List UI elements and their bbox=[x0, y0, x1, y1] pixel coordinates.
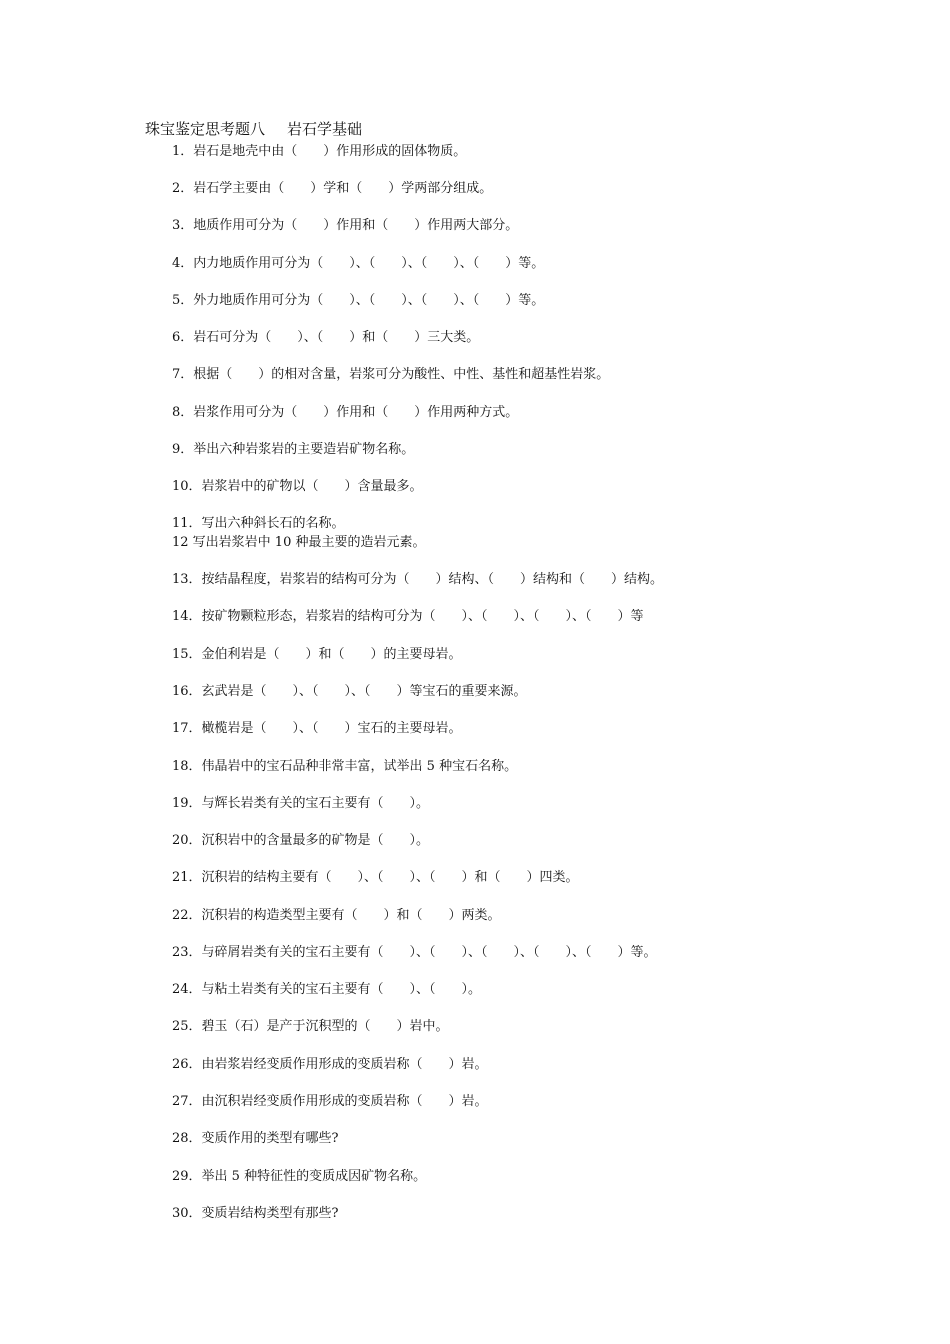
title-main: 珠宝鉴定思考题八 bbox=[145, 120, 266, 138]
document-title bbox=[145, 119, 362, 139]
question-1: 1．岩石是地壳中由（ ）作用形成的固体物质。 bbox=[172, 144, 467, 159]
question-22: 22．沉积岩的构造类型主要有（ ）和（ ）两类。 bbox=[172, 908, 501, 923]
question-16: 16．玄武岩是（ ）、（ ）、（ ）等宝石的重要来源。 bbox=[172, 684, 527, 699]
question-20: 20．沉积岩中的含量最多的矿物是（ ）。 bbox=[172, 833, 430, 848]
question-14: 14．按矿物颗粒形态，岩浆岩的结构可分为（ ）、（ ）、（ ）、（ ）等 bbox=[172, 609, 644, 624]
question-26: 26．由岩浆岩经变质作用形成的变质岩称（ ）岩。 bbox=[172, 1057, 488, 1072]
question-7: 7．根据（ ）的相对含量，岩浆可分为酸性、中性、基性和超基性岩浆。 bbox=[172, 367, 610, 382]
question-19: 19．与辉长岩类有关的宝石主要有（ ）。 bbox=[172, 796, 430, 811]
question-8: 8．岩浆作用可分为（ ）作用和（ ）作用两种方式。 bbox=[172, 405, 519, 420]
question-13: 13．按结晶程度，岩浆岩的结构可分为（ ）结构、（ ）结构和（ ）结构。 bbox=[172, 572, 664, 587]
question-3: 3．地质作用可分为（ ）作用和（ ）作用两大部分。 bbox=[172, 218, 519, 233]
question-4: 4．内力地质作用可分为（ ）、（ ）、（ ）、（ ）等。 bbox=[172, 256, 545, 271]
question-18: 18．伟晶岩中的宝石品种非常丰富，试举出 5 种宝石名称。 bbox=[172, 759, 518, 774]
question-5: 5．外力地质作用可分为（ ）、（ ）、（ ）、（ ）等。 bbox=[172, 293, 545, 308]
title-sub: 岩石学基础 bbox=[287, 120, 363, 138]
question-30: 30．变质岩结构类型有那些? bbox=[172, 1206, 339, 1221]
question-17: 17．橄榄岩是（ ）、（ ）宝石的主要母岩。 bbox=[172, 721, 462, 736]
question-25: 25．碧玉（石）是产于沉积型的（ ）岩中。 bbox=[172, 1019, 449, 1034]
question-23: 23．与碎屑岩类有关的宝石主要有（ ）、（ ）、（ ）、（ ）、（ ）等。 bbox=[172, 945, 657, 960]
question-21: 21．沉积岩的结构主要有（ ）、（ ）、（ ）和（ ）四类。 bbox=[172, 870, 579, 885]
question-28: 28．变质作用的类型有哪些? bbox=[172, 1131, 339, 1146]
question-6: 6．岩石可分为（ ）、（ ）和（ ）三大类。 bbox=[172, 330, 480, 345]
question-2: 2．岩石学主要由（ ）学和（ ）学两部分组成。 bbox=[172, 181, 493, 196]
question-9: 9．举出六种岩浆岩的主要造岩矿物名称。 bbox=[172, 442, 415, 457]
question-29: 29．举出 5 种特征性的变质成因矿物名称。 bbox=[172, 1169, 427, 1184]
question-11: 11．写出六种斜长石的名称。 bbox=[172, 516, 345, 531]
question-24: 24．与粘土岩类有关的宝石主要有（ ）、（ ）。 bbox=[172, 982, 482, 997]
question-15: 15．金伯利岩是（ ）和（ ）的主要母岩。 bbox=[172, 647, 462, 662]
question-12: 12 写出岩浆岩中 10 种最主要的造岩元素。 bbox=[172, 535, 426, 550]
question-10: 10．岩浆岩中的矿物以（ ）含量最多。 bbox=[172, 479, 423, 494]
question-27: 27．由沉积岩经变质作用形成的变质岩称（ ）岩。 bbox=[172, 1094, 488, 1109]
